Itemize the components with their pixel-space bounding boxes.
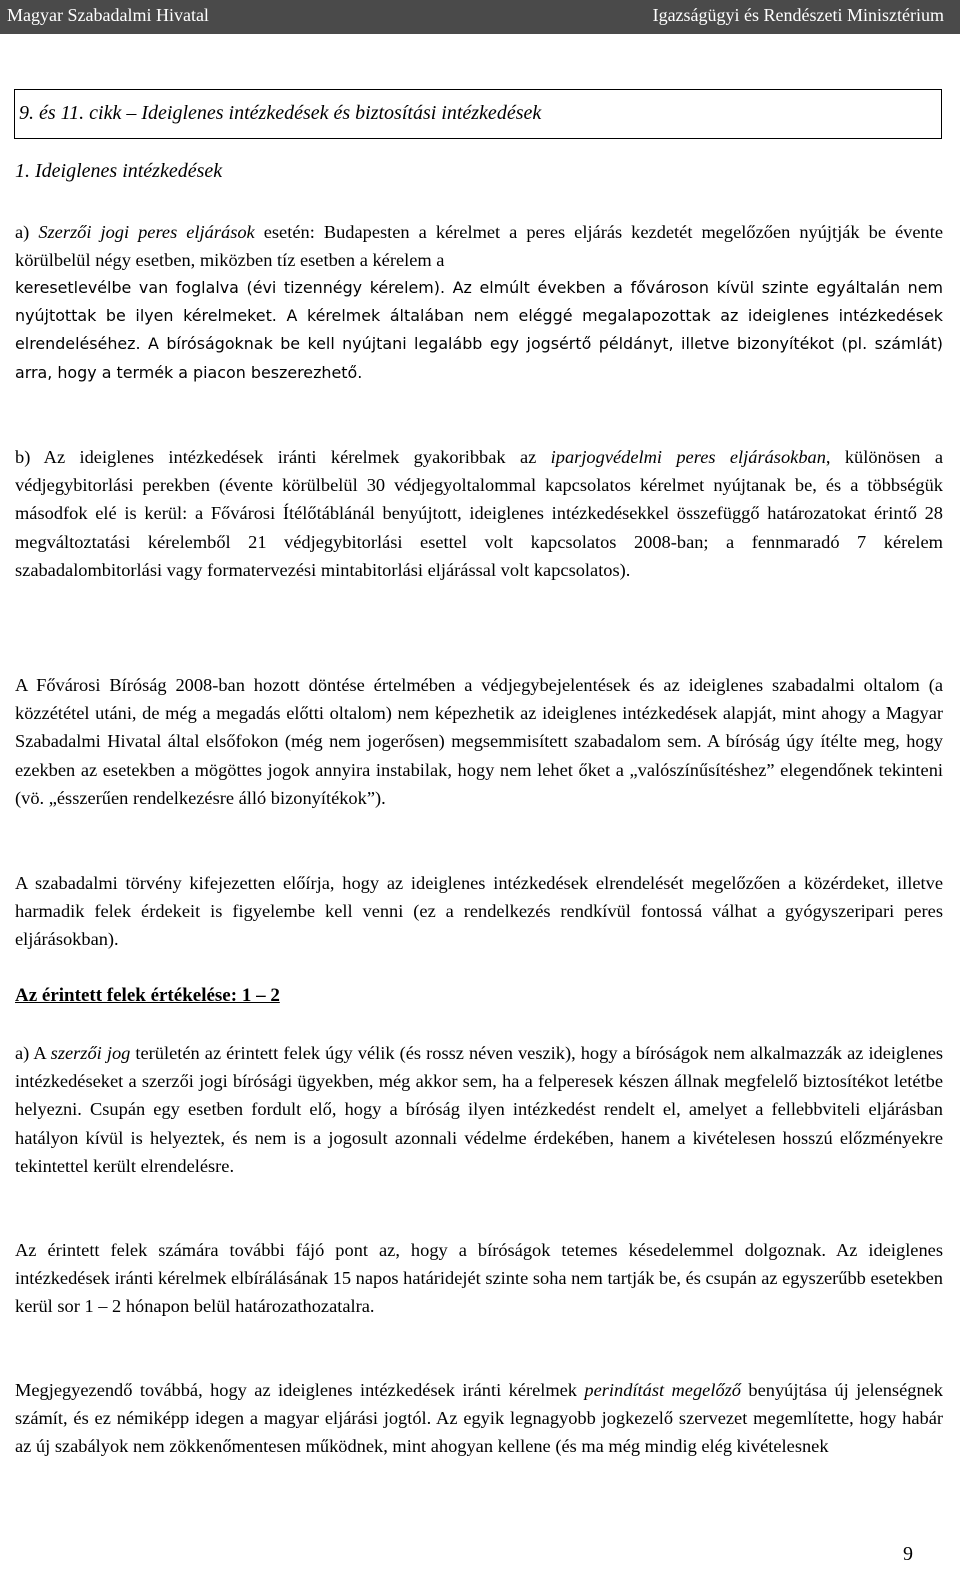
paragraph-g-italic: perindítást megelőző	[584, 1380, 741, 1400]
paragraph-d: A szabadalmi törvény kifejezetten előírja, hogy az ideiglenes intézkedések elrendelését megelőzően a közérdeket, illetve harmadik felek érdekeit is figyelembe kell venni (ez a rendelkezés rendkívül fontossá válhat a gyógyszeripari peres eljárásokban).	[15, 873, 943, 950]
paragraph-a-italic: Szerzői jogi peres eljárások	[38, 222, 255, 242]
paragraph-e-text-1: a) A	[15, 1043, 51, 1063]
paragraph-c: A Fővárosi Bíróság 2008-ban hozott döntése értelmében a védjegybejelentések és az ideiglenes szabadalmi oltalom (a közzététel utáni, de még a megadás előtti oltalom) nem képezhetik az ideiglenes intézkedések alapját, mint ahogy a Magyar Szabadalmi Hivatal által elsőfokon (még nem jogerősen) megsemmisített szabadalom sem. A bíróság úgy ítélte meg, hogy ezekben az esetekben a mögöttes jogok annyira instabilak, hogy nem lehet őket a „valószínűsítéshez” elegendőnek tekinteni (vö. „ésszerűen rendelkezésre álló bizonyítékok”).	[15, 675, 943, 808]
header-right-text: Igazságügyi és Rendészeti Minisztérium	[652, 5, 944, 25]
paragraph-e	[15, 1039, 943, 1180]
section-title-box	[14, 89, 942, 139]
page-number: 9	[903, 1543, 913, 1565]
paragraph-g-text-1: Megjegyezendő továbbá, hogy az ideiglenes intézkedések iránti kérelmek	[15, 1380, 585, 1400]
paragraph-g-text-2: benyújtása új jelenségnek számít, és ez némiképp idegen a magyar eljárási jogtól. Az egyik legnagyobb jogkezelő szervezet megemlítette, hogy habár az új szabályok nem zökkenőmentesen működnek, mint ahogyan kellene (és ma még mindig elég kivételesnek	[15, 1380, 943, 1457]
paragraph-f: Az érintett felek számára további fájó pont az, hogy a bíróságok tetemes késedelemmel dolgoznak. Az ideiglenes intézkedések iránti kérelmek elbírálásának 15 napos határidejét szinte soha nem tartják be, és csupán az egyszerűbb esetekben kerül sor 1 – 2 hónapon belül határozathozatalra.	[15, 1240, 943, 1317]
paragraph-e-text-2: területén az érintett felek úgy vélik (és rossz néven veszik), hogy a bíróságok nem alkalmazzák az ideiglenes intézkedéseket a szerzői jogi bírósági ügyekben, még akkor sem, ha a felperesek készen állnak megfelelő biztosítékot letétbe helyezni. Csupán egy esetben fordult elő, hogy a bíróság ilyen intézkedést rendelt el, amelyet a fellebbviteli eljárásban hatályon kívül is helyeztek, és nem is a jogosult azonnali védelme érdekében, hanem a kivételesen hosszú előzményekre tekintettel került elrendelésre.	[15, 1043, 944, 1176]
paragraph-b-italic: iparjogvédelmi peres eljárásokban	[550, 447, 826, 467]
page-header	[0, 0, 960, 34]
header-left-text: Magyar Szabadalmi Hivatal	[7, 5, 209, 25]
section-title: 9. és 11. cikk – Ideiglenes intézkedések és biztosítási intézkedések	[19, 102, 542, 124]
paragraph-a-body: keresetlevélbe van foglalva (évi tizennégy kérelem). Az elmúlt években a fővároson kívül szinte egyáltalán nem nyújtottak be ilyen kérelmeket. A kérelmek általában nem eléggé megalapozottak az ideiglenes intézkedések elrendeléséhez. A bíróságoknak be kell nyújtani legalább egy jogsértő példányt, illetve bizonyítékot (pl. számlát) arra, hogy a termék a piacon beszerezhető.	[15, 278, 943, 382]
evaluation-heading: Az érintett felek értékelése: 1 – 2	[15, 985, 280, 1006]
subheading: 1. Ideiglenes intézkedések	[15, 160, 223, 182]
paragraph-b	[15, 443, 943, 584]
paragraph-g	[15, 1376, 943, 1461]
paragraph-e-italic: szerzői jog	[50, 1043, 131, 1063]
paragraph-a-text-2: esetén: Budapesten a kérelmet a peres eljárás kezdetét megelőzően nyújtják be évente körülbelül négy esetben, miközben tíz esetben a kérelem a	[15, 222, 943, 271]
paragraph-b-text-1: b) Az ideiglenes intézkedések iránti kérelmek gyakoribbak az	[15, 447, 551, 467]
paragraph-b-text-2: , különösen a védjegybitorlási perekben (évente körülbelül 30 védjegyoltalommal kapcsolatos kérelmet nyújtanak be, és a többségük másodfok elé is kerül: a Fővárosi Ítélőtáblánál benyújtott, ideiglenes intézkedésekkel összefüggő határozatokat érintő 28 megváltoztatási kérelemből 21 védjegybitorlási esettel volt kapcsolatos 2008-ban; a fennmaradó 7 kérelem szabadalombitorlási vagy formatervezési mintabitorlási eljárással volt kapcsolatos).	[15, 447, 943, 580]
paragraph-a-text-1: a)	[15, 222, 39, 242]
paragraph-a-intro	[15, 218, 943, 274]
